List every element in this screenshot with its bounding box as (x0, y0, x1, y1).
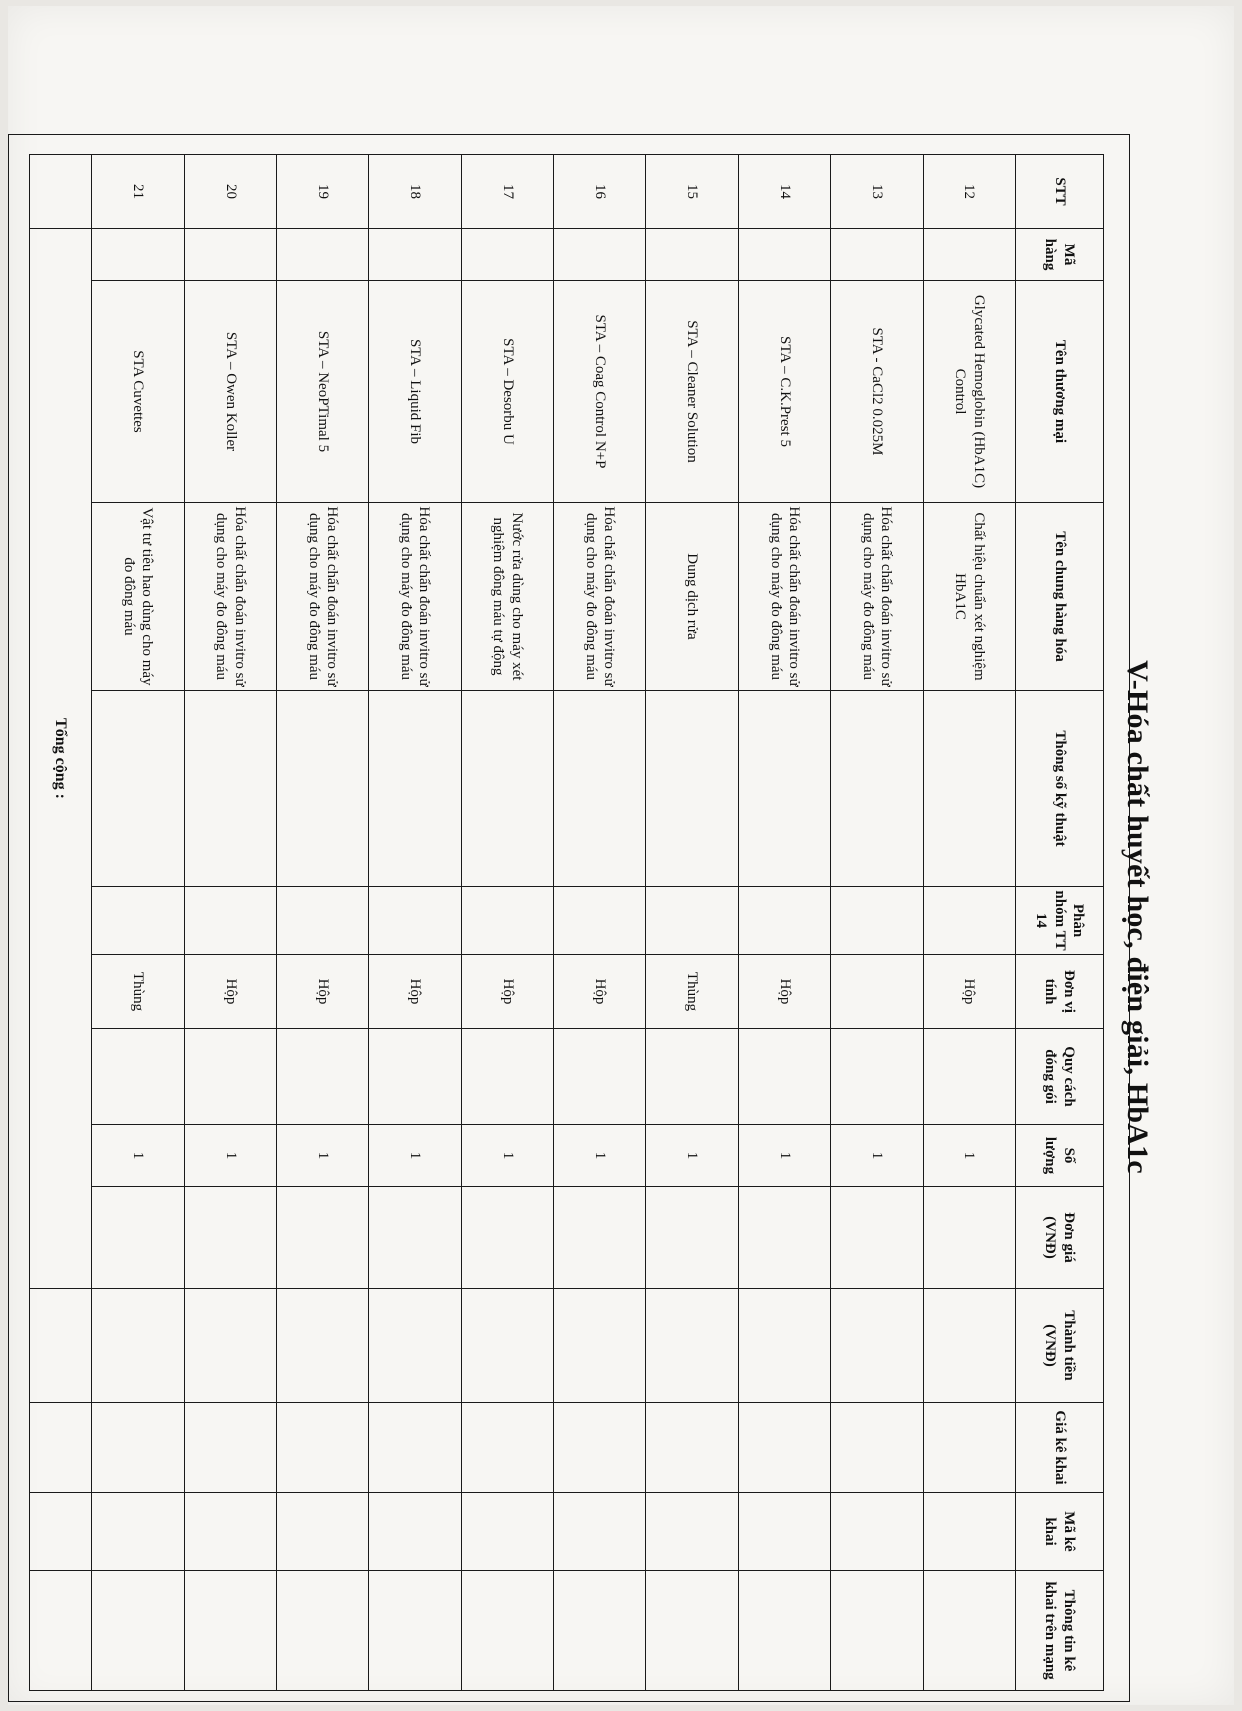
col-don-gia: Đơn giá (VNĐ) (1015, 1187, 1103, 1289)
cell-generic-name: Hóa chất chẩn đoán invitro sử dụng cho máy đo đông máu (831, 503, 923, 691)
cell-declared-info (738, 1571, 830, 1691)
cell-trade-name: STA – Liquid Fib (369, 281, 461, 503)
cell-packaging (277, 1029, 369, 1125)
cell-spec (369, 691, 461, 887)
col-stt: STT (1015, 155, 1103, 229)
cell-declared-price (92, 1403, 184, 1493)
cell-ma-hang (923, 229, 1015, 281)
cell-qty: 1 (554, 1125, 646, 1187)
cell-packaging (738, 1029, 830, 1125)
cell-unit: Thùng (92, 955, 184, 1029)
cell-generic-name: Hóa chất chẩn đoán invitro sử dụng cho máy đo đông máu (184, 503, 276, 691)
cell-trade-name: STA - CaCl2 0.025M (831, 281, 923, 503)
cell-spec (831, 691, 923, 887)
cell-total-empty (30, 155, 92, 229)
cell-ma-hang (831, 229, 923, 281)
cell-declared-code (369, 1493, 461, 1571)
cell-qty: 1 (831, 1125, 923, 1187)
col-ma-ke-khai: Mã kê khai (1015, 1493, 1103, 1571)
cell-declared-code (184, 1493, 276, 1571)
cell-declared-info (92, 1571, 184, 1691)
cell-declared-info (461, 1571, 553, 1691)
cell-ma-hang (277, 229, 369, 281)
cell-spec (92, 691, 184, 887)
cell-spec (461, 691, 553, 887)
cell-qty: 1 (184, 1125, 276, 1187)
cell-price (738, 1187, 830, 1289)
table-row (461, 155, 553, 1691)
cell-amount (923, 1289, 1015, 1403)
table-row (923, 155, 1015, 1691)
cell-declared-code (646, 1493, 738, 1571)
cell-generic-name: Hóa chất chẩn đoán invitro sử dụng cho máy đo đông máu (369, 503, 461, 691)
cell-amount (369, 1289, 461, 1403)
cell-group (184, 887, 276, 955)
cell-declared-code (461, 1493, 553, 1571)
cell-stt: 17 (461, 155, 553, 229)
cell-amount (646, 1289, 738, 1403)
col-so-luong: Số lượng (1015, 1125, 1103, 1187)
col-quy-cach: Quy cách đóng gói (1015, 1029, 1103, 1125)
cell-price (461, 1187, 553, 1289)
cell-amount (92, 1289, 184, 1403)
cell-amount (184, 1289, 276, 1403)
cell-ma-hang (184, 229, 276, 281)
cell-unit (831, 955, 923, 1029)
col-gia-ke-khai: Giá kê khai (1015, 1403, 1103, 1493)
col-thanh-tien: Thành tiền (VNĐ) (1015, 1289, 1103, 1403)
cell-trade-name: STA – Desorbu U (461, 281, 553, 503)
cell-amount (738, 1289, 830, 1403)
cell-declared-price (184, 1403, 276, 1493)
cell-packaging (923, 1029, 1015, 1125)
cell-unit: Thùng (646, 955, 738, 1029)
cell-qty: 1 (646, 1125, 738, 1187)
cell-stt: 12 (923, 155, 1015, 229)
total-label: Tổng cộng : (30, 229, 92, 1289)
cell-declared-info (831, 1571, 923, 1691)
cell-total-amount (30, 1289, 92, 1403)
cell-price (923, 1187, 1015, 1289)
col-phan-nhom: Phân nhóm TT 14 (1015, 887, 1103, 955)
cell-packaging (92, 1029, 184, 1125)
cell-unit: Hộp (277, 955, 369, 1029)
cell-trade-name: STA – Coag Control N+P (554, 281, 646, 503)
cell-declared-info (369, 1571, 461, 1691)
cell-spec (738, 691, 830, 887)
cell-stt: 20 (184, 155, 276, 229)
cell-ma-hang (646, 229, 738, 281)
cell-price (831, 1187, 923, 1289)
cell-generic-name: Chất hiệu chuẩn xét nghiệm HbA1C (923, 503, 1015, 691)
cell-declared-price (277, 1403, 369, 1493)
header-row (1015, 155, 1103, 1691)
cell-trade-name: Glycated Hemoglobin (HbA1C) Control (923, 281, 1015, 503)
cell-generic-name: Nước rửa dùng cho máy xét nghiệm đông máu tự động (461, 503, 553, 691)
col-ten-thuong-mai: Tên thương mại (1015, 281, 1103, 503)
cell-stt: 15 (646, 155, 738, 229)
cell-declared-code (923, 1493, 1015, 1571)
cell-price (554, 1187, 646, 1289)
cell-group (738, 887, 830, 955)
cell-group (277, 887, 369, 955)
cell-trade-name: STA – C.K.Prest 5 (738, 281, 830, 503)
page-title: V-Hóa chất huyết học, điện giải, HbA1c (1121, 660, 1154, 1174)
cell-price (184, 1187, 276, 1289)
cell-qty: 1 (738, 1125, 830, 1187)
cell-stt: 16 (554, 155, 646, 229)
cell-spec (554, 691, 646, 887)
cell-generic-name: Hóa chất chẩn đoán invitro sử dụng cho máy đo đông máu (277, 503, 369, 691)
cell-generic-name: Vật tư tiêu hao dùng cho máy đo đông máu (92, 503, 184, 691)
cell-ma-hang (738, 229, 830, 281)
cell-stt: 19 (277, 155, 369, 229)
cell-ma-hang (92, 229, 184, 281)
col-thong-so: Thông số kỹ thuật (1015, 691, 1103, 887)
scanned-page (8, 6, 1234, 1705)
cell-unit: Hộp (461, 955, 553, 1029)
cell-group (369, 887, 461, 955)
cell-qty: 1 (923, 1125, 1015, 1187)
cell-total-declared-code (30, 1493, 92, 1571)
cell-amount (554, 1289, 646, 1403)
col-ten-chung: Tên chung hàng hóa (1015, 503, 1103, 691)
cell-price (277, 1187, 369, 1289)
cell-stt: 21 (92, 155, 184, 229)
cell-trade-name: STA – Owen Koller (184, 281, 276, 503)
table-row (92, 155, 184, 1691)
cell-declared-info (554, 1571, 646, 1691)
cell-group (461, 887, 553, 955)
cell-trade-name: STA – NeoPTimal 5 (277, 281, 369, 503)
total-row (30, 155, 92, 1691)
cell-group (923, 887, 1015, 955)
cell-declared-code (554, 1493, 646, 1571)
price-table (29, 154, 1104, 1691)
table-row (369, 155, 461, 1691)
table-row (554, 155, 646, 1691)
cell-spec (277, 691, 369, 887)
table-row (184, 155, 276, 1691)
cell-stt: 13 (831, 155, 923, 229)
cell-qty: 1 (92, 1125, 184, 1187)
cell-group (92, 887, 184, 955)
cell-declared-price (831, 1403, 923, 1493)
cell-packaging (831, 1029, 923, 1125)
cell-declared-code (738, 1493, 830, 1571)
cell-trade-name: STA Cuvettes (92, 281, 184, 503)
cell-ma-hang (554, 229, 646, 281)
cell-ma-hang (461, 229, 553, 281)
cell-unit: Hộp (738, 955, 830, 1029)
rotated-document (0, 132, 1166, 1702)
cell-declared-info (646, 1571, 738, 1691)
cell-declared-price (738, 1403, 830, 1493)
table-row (277, 155, 369, 1691)
cell-trade-name: STA – Cleaner Solution (646, 281, 738, 503)
table-row (831, 155, 923, 1691)
cell-generic-name: Hóa chất chẩn đoán invitro sử dụng cho máy đo đông máu (738, 503, 830, 691)
cell-amount (831, 1289, 923, 1403)
cell-group (646, 887, 738, 955)
cell-unit: Hộp (923, 955, 1015, 1029)
cell-declared-code (831, 1493, 923, 1571)
col-ma-hang: Mã hàng (1015, 229, 1103, 281)
cell-declared-price (461, 1403, 553, 1493)
cell-price (92, 1187, 184, 1289)
cell-stt: 18 (369, 155, 461, 229)
cell-spec (923, 691, 1015, 887)
col-don-vi: Đơn vị tính (1015, 955, 1103, 1029)
cell-declared-info (277, 1571, 369, 1691)
cell-spec (184, 691, 276, 887)
cell-qty: 1 (277, 1125, 369, 1187)
cell-unit: Hộp (369, 955, 461, 1029)
cell-declared-price (554, 1403, 646, 1493)
cell-group (554, 887, 646, 955)
cell-packaging (184, 1029, 276, 1125)
cell-total-declared-info (30, 1571, 92, 1691)
cell-declared-price (923, 1403, 1015, 1493)
table-row (738, 155, 830, 1691)
cell-packaging (554, 1029, 646, 1125)
col-thong-tin-ke-khai: Thông tin kê khai trên mạng (1015, 1571, 1103, 1691)
cell-price (646, 1187, 738, 1289)
cell-qty: 1 (461, 1125, 553, 1187)
cell-spec (646, 691, 738, 887)
cell-packaging (646, 1029, 738, 1125)
cell-price (369, 1187, 461, 1289)
cell-packaging (369, 1029, 461, 1125)
cell-group (831, 887, 923, 955)
cell-qty: 1 (369, 1125, 461, 1187)
cell-declared-price (369, 1403, 461, 1493)
cell-declared-info (184, 1571, 276, 1691)
cell-declared-code (277, 1493, 369, 1571)
cell-amount (277, 1289, 369, 1403)
cell-declared-price (646, 1403, 738, 1493)
table-row (646, 155, 738, 1691)
cell-amount (461, 1289, 553, 1403)
cell-packaging (461, 1029, 553, 1125)
cell-declared-code (92, 1493, 184, 1571)
cell-unit: Hộp (554, 955, 646, 1029)
cell-ma-hang (369, 229, 461, 281)
cell-declared-info (923, 1571, 1015, 1691)
cell-generic-name: Hóa chất chẩn đoán invitro sử dụng cho máy đo đông máu (554, 503, 646, 691)
cell-stt: 14 (738, 155, 830, 229)
cell-generic-name: Dung dịch rửa (646, 503, 738, 691)
cell-total-declared-price (30, 1403, 92, 1493)
cell-unit: Hộp (184, 955, 276, 1029)
